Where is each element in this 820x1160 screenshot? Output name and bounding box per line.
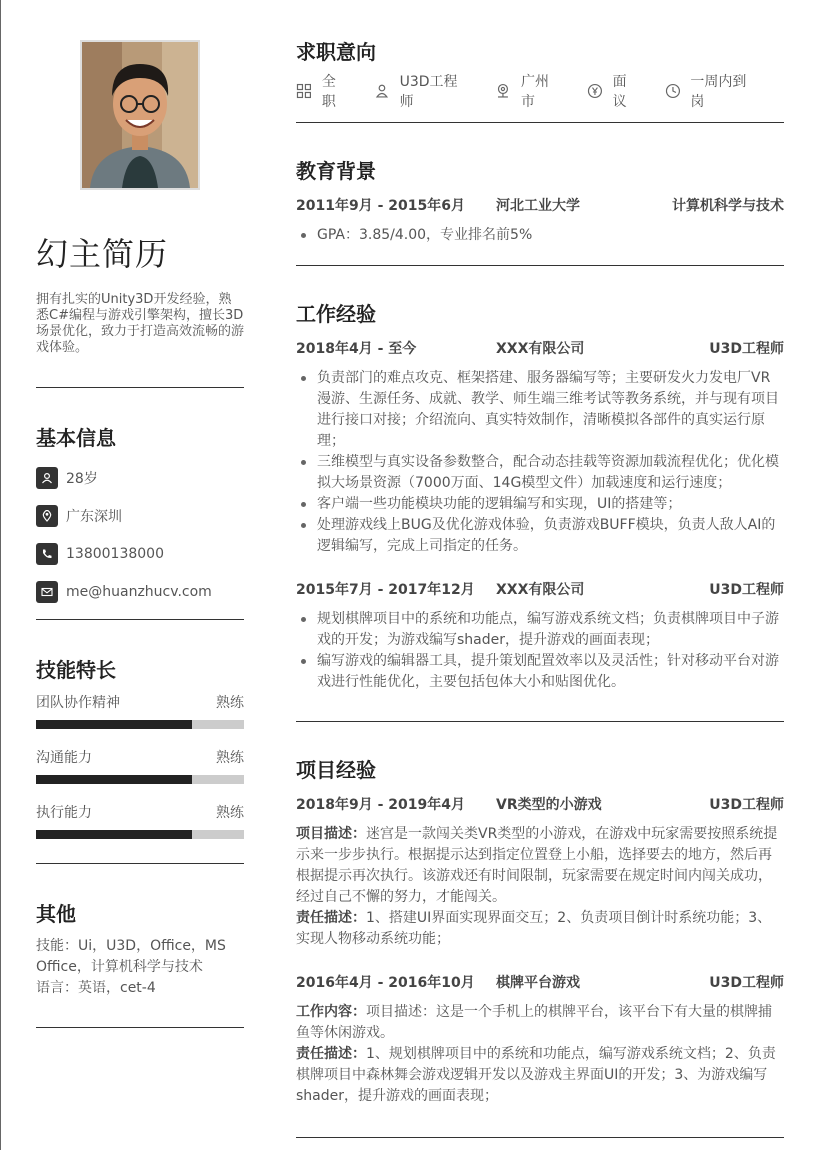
main-content [296,38,784,1138]
education-major: 计算机科学与技术 [672,198,784,214]
project-name: VR类型的小游戏 [496,797,602,813]
basic-info-title: 基本信息 [36,426,116,450]
list-item: GPA：3.85/4.00，专业排名前5% [296,225,784,246]
yen-icon [587,83,603,99]
divider [36,1027,244,1028]
list-item: 三维模型与真实设备参数整合，配合动态挂载等资源加载流程优化；优化模拟大场景资源（7000万面、14G模型文件）加载速度和运行速度； [296,452,784,494]
project-role: U3D工程师 [709,797,784,813]
project-responsibility: 责任描述：1、搭建UI界面实现界面交互；2、负责项目倒计时系统功能；3、实现人物移动系统功能； [296,910,772,947]
skill-bar [36,720,244,729]
person-icon [374,83,390,99]
divider [296,122,784,123]
skill-bar [36,830,244,839]
skill-name: 执行能力 [36,805,92,821]
skill-bar-fill [36,720,192,729]
sidebar [36,40,244,1028]
page-left-border [0,0,1,1150]
education-header [296,195,784,215]
work-title: 工作经验 [296,302,376,326]
project-entry-header [296,794,784,814]
project-date: 2018年9月 - 2019年4月 [296,797,465,813]
education-date: 2011年9月 - 2015年6月 [296,198,465,214]
work-bullets [296,368,784,557]
user-icon [36,467,58,489]
project-description: 工作内容：项目描述：这是一个手机上的棋牌平台，该平台下有大量的棋牌捕鱼等休闲游戏。 [296,1004,772,1041]
list-item: 编写游戏的编辑器工具，提升策划配置效率以及灵活性；针对移动平台对游戏进行性能优化，主要包括包体大小和贴图优化。 [296,651,784,693]
list-item: 负责部门的难点攻克、框架搭建、服务器编写等；主要研发火力发电厂VR漫游、生源任务、成就、教学、师生端三维考试等教务系统，并与现有项目进行接口对接；介绍流向、真实特效制作，清晰模拟各部件的真实运行原理； [296,368,784,452]
list-item: 处理游戏线上BUG及优化游戏体验，负责游戏BUFF模块，负责人敌人AI的逻辑编写，完成上司指定的任务。 [296,515,784,557]
project-description: 项目描述：迷宫是一款闯关类VR类型的小游戏，在游戏中玩家需要按照系统提示来一步步执行。根据提示达到指定位置登上小船，选择要去的地方，然后再根据提示再次执行。该游戏还有时间限制，玩家需要在规定时间内闯关成功，经过自己不懈的努力，才能闯关。 [296,826,778,905]
phone-icon [36,543,58,565]
other-language: 语言：英语，cet-4 [36,980,156,996]
work-entry-header [296,338,784,358]
divider [36,619,244,620]
education-title: 教育背景 [296,159,376,183]
mail-icon [36,581,58,603]
grid-icon [296,83,312,99]
location-icon [36,505,58,527]
project-name: 棋牌平台游戏 [496,975,580,991]
projects-title: 项目经验 [296,758,376,782]
intent-type: 全职 [296,71,350,111]
work-date: 2018年4月 - 至今 [296,341,417,357]
skill-name: 团队协作精神 [36,695,120,711]
divider [36,387,244,388]
skills-title: 技能特长 [36,658,116,682]
divider [296,1137,784,1138]
basic-info-list [36,467,244,603]
intent-position: U3D工程师 [374,71,471,111]
divider [296,265,784,266]
skills-list [36,692,244,839]
work-company: XXX有限公司 [496,582,585,598]
skill-level: 熟练 [216,750,244,766]
divider [296,721,784,722]
info-email: me@huanzhucv.com [36,581,244,603]
skill-item [36,692,244,729]
divider [36,863,244,864]
skill-level: 熟练 [216,805,244,821]
skill-bar-fill [36,775,192,784]
skill-bar [36,775,244,784]
info-location: 广东深圳 [36,505,244,527]
info-phone: 13800138000 [36,543,244,565]
info-age: 28岁 [36,467,244,489]
education-school: 河北工业大学 [496,198,580,214]
intent-row [296,74,784,110]
project-entry-header [296,972,784,992]
intent-city: 广州市 [495,71,563,111]
other-skills: 技能：Ui，U3D，Office，MS Office，计算机科学与技术 [36,938,226,975]
skill-level: 熟练 [216,695,244,711]
clock-icon [665,83,681,99]
list-item: 客户端一些功能模块功能的逻辑编写和实现，UI的搭建等； [296,494,784,515]
intro-text: 拥有扎实的Unity3D开发经验，熟悉C#编程与游戏引擎架构，擅长3D场景优化，致力于打造高效流畅的游戏体验。 [36,292,245,355]
skill-name: 沟通能力 [36,750,92,766]
education-bullets [296,225,784,246]
skill-bar-fill [36,830,192,839]
work-role: U3D工程师 [709,582,784,598]
intent-availability: 一周内到岗 [665,71,761,111]
project-responsibility: 责任描述：1、规划棋牌项目中的系统和功能点，编写游戏系统文档；2、负责棋牌项目中森林舞会游戏逻辑开发以及游戏主界面UI的开发；3、为游戏编写shader，提升游戏的画面表现； [296,1046,776,1104]
page-title: 幻主简历 [36,235,169,273]
skill-item [36,747,244,784]
list-item: 规划棋牌项目中的系统和功能点，编写游戏系统文档；负责棋牌项目中子游戏的开发；为游戏编写shader，提升游戏的画面表现； [296,609,784,651]
skill-item [36,802,244,839]
intent-salary: 面议 [587,71,641,111]
project-role: U3D工程师 [709,975,784,991]
other-title: 其他 [36,902,76,926]
work-entry-header [296,579,784,599]
work-role: U3D工程师 [709,341,784,357]
intent-title: 求职意向 [296,40,376,64]
project-date: 2016年4月 - 2016年10月 [296,975,475,991]
pin-icon [495,83,511,99]
avatar [80,40,200,190]
other-list [36,936,244,999]
work-date: 2015年7月 - 2017年12月 [296,582,475,598]
work-bullets [296,609,784,693]
work-company: XXX有限公司 [496,341,585,357]
